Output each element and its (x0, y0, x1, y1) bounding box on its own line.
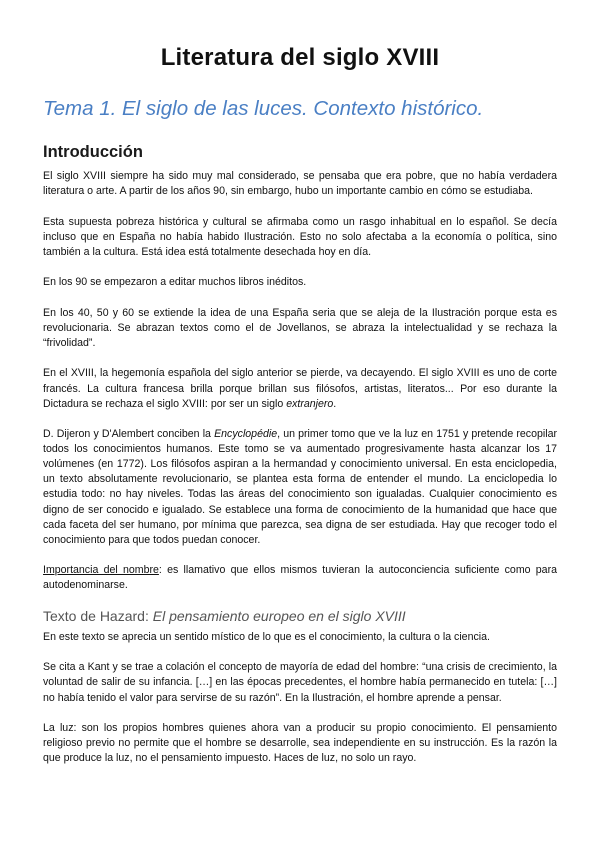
paragraph (43, 563, 557, 593)
paragraph-text: En el XVIII, la hegemonía española del siglo anterior se pierde, va decayendo. El siglo XVIII es uno de corte francés. La cultura francesa brilla porque brillan sus filósofos, artistas, literatos... Por eso durante la Dictadura se rechaza el siglo XVIII: por ser un siglo (43, 367, 557, 410)
hazard-heading-prefix: Texto de Hazard: (43, 607, 153, 624)
paragraph-underlined: Importancia del nombre (43, 564, 159, 577)
paragraph (43, 427, 557, 548)
paragraph: Se cita a Kant y se trae a colación el concepto de mayoría de edad del hombre: “una crisis de crecimiento, la voluntad de salir de su infancia. […] en las épocas precedentes, el hombre había permanecido en tutela: […] no había tenido el valor para servirse de su razón”. En la Ilustración, el hombre aprende a pensar. (43, 661, 557, 704)
paragraph-text: : es llamativo que ellos mismos tuvieran la autoconciencia suficiente como para autodenominarse. (43, 564, 557, 592)
paragraph-text: , un primer tomo que ve la luz en 1751 y pretende recopilar todos los conocimientos humanos. Este tomo se va aumentado progresivamente hasta alcanzar los 17 volúmenes (en 1772). Los filósofos aspiran a la hermandad y conocimiento universal. En esta enciclopedia, un texto absolutamente revolucionario, se plantea esta forma de entender el mundo. La enciclopedia lo estudia todo: no hay niveles. Todas las áreas del conocimiento son igualadas. Cualquier conocimiento es digno de ser conocido e igualado. Se establece una forma de conocimiento de la humanidad que hace que cada faceta del ser humano, por mínima que parezca, sea digna de ser estudiada. Hay que recoger todo el conocimiento para que todos puedan conocer. (43, 428, 557, 546)
paragraph-italic: extranjero (286, 397, 334, 410)
paragraph-italic: Encyclopédie (214, 428, 278, 441)
hazard-heading-italic: El pensamiento europeo en el siglo XVIII (152, 607, 406, 624)
document-title: Literatura del siglo XVIII (160, 44, 440, 71)
paragraph: El siglo XVIII siempre ha sido muy mal considerado, se pensaba que era pobre, que no había verdadera literatura o arte. A partir de los años 90, sin embargo, hubo un importante cambio en cómo se estudiaba. (43, 170, 557, 198)
hazard-heading (43, 609, 557, 624)
paragraph: Esta supuesta pobreza histórica y cultural se afirmaba como un rasgo inhabitual en lo español. Se decía incluso que en España no había habido Ilustración. Esto no solo afectaba a la economía o política, sino también a la cultura. Está idea está totalmente desechada hoy en día. (43, 215, 557, 258)
document-body (43, 169, 557, 782)
paragraph: En los 40, 50 y 60 se extiende la idea de una España seria que se aleja de la Ilustración porque esta es revolucionaria. Se abrazan textos como el de Jovellanos, se abraza la intelectualidad y se rechaza la “frivolidad”. (43, 306, 557, 349)
paragraph-text: . (333, 397, 337, 410)
tema-heading: Tema 1. El siglo de las luces. Contexto histórico. (43, 97, 484, 120)
paragraph: La luz: son los propios hombres quienes ahora van a producir su propio conocimiento. El pensamiento religioso previo no permite que el hombre se desarrolle, sea independiente en su instrucción. Es la razón la que produce la luz, no el pensamiento impuesto. Haces de luz, no solo un rayo. (43, 722, 557, 765)
paragraph: En los 90 se empezaron a editar muchos libros inéditos. (43, 276, 307, 289)
paragraph-text: D. Dijeron y D'Alembert conciben la (43, 428, 215, 441)
paragraph (43, 366, 557, 411)
intro-heading: Introducción (43, 143, 143, 161)
paragraph: En este texto se aprecia un sentido místico de lo que es el conocimiento, la cultura o la ciencia. (43, 630, 490, 643)
